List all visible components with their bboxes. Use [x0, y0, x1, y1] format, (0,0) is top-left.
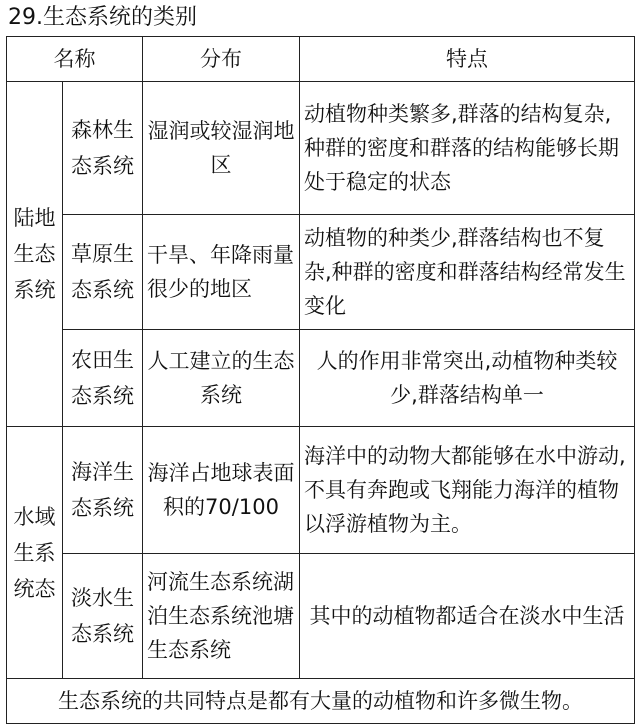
page-title: 29.生态系统的类别: [8, 5, 197, 30]
ecosystem-type: 海洋生态系统: [63, 427, 143, 554]
table-row: [7, 215, 635, 330]
header-row: [7, 37, 635, 82]
ecosystem-type: 农田生态系统: [63, 330, 143, 427]
ecosystem-features: 海洋中的动物大都能够在水中游动,不具有奔跑或飞翔能力海洋的植物以浮游植物为主。: [300, 427, 635, 554]
footer-row: [7, 679, 635, 724]
header-features: 特点: [300, 37, 635, 82]
group-label-land: 陆地生态系统: [7, 82, 63, 427]
header-distribution: 分布: [143, 37, 300, 82]
table-row: [7, 82, 635, 215]
ecosystem-type: 草原生态系统: [63, 215, 143, 330]
table-row: [7, 427, 635, 554]
ecosystem-features: 动植物种类繁多,群落的结构复杂,种群的密度和群落的结构能够长期处于稳定的状态: [300, 82, 635, 215]
table-row: [7, 554, 635, 679]
ecosystem-distribution: 人工建立的生态系统: [143, 330, 300, 427]
ecosystem-type: 森林生态系统: [63, 82, 143, 215]
ecosystem-features: 人的作用非常突出,动植物种类较少,群落结构单一: [300, 330, 635, 427]
ecosystem-features: 其中的动植物都适合在淡水中生活: [300, 554, 635, 679]
ecosystem-distribution: 干旱、年降雨量很少的地区: [143, 215, 300, 330]
header-name: 名称: [7, 37, 143, 82]
ecosystem-features: 动植物的种类少,群落结构也不复杂,种群的密度和群落结构经常发生变化: [300, 215, 635, 330]
ecosystem-distribution: 河流生态系统湖泊生态系统池塘生态系统: [143, 554, 300, 679]
table-row: [7, 330, 635, 427]
ecosystem-distribution: 湿润或较湿润地区: [143, 82, 300, 215]
footer-note: 生态系统的共同特点是都有大量的动植物和许多微生物。: [7, 679, 635, 724]
group-label-water: 水域生系统态: [7, 427, 63, 679]
ecosystem-distribution: 海洋占地球表面积的70/100: [143, 427, 300, 554]
ecosystem-type: 淡水生态系统: [63, 554, 143, 679]
ecosystem-table: [6, 36, 635, 724]
